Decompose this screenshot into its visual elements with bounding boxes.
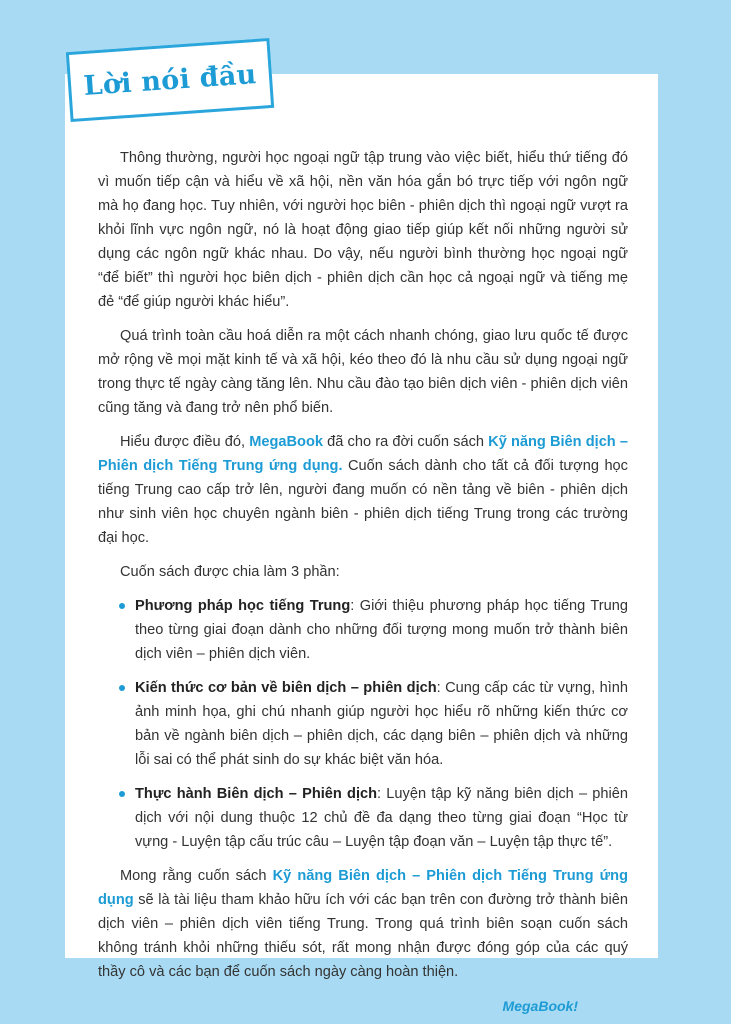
list-item [98, 782, 628, 854]
part-description: : Cung cấp các từ vựng, hình ảnh minh họa, ghi chú nhanh giúp người học hiểu rõ những kiến thức cơ bản về ngành biên dịch – phiên dịch, các dạng biên – phiên dịch và những lỗi sai có thể phát sinh do sự khác biệt văn hóa. [135, 680, 628, 768]
book-title: Kỹ năng Biên dịch – Phiên dịch Tiếng Trung ứng dụng. [98, 434, 628, 474]
paragraph-1: Thông thường, người học ngoại ngữ tập trung vào việc biết, hiểu thứ tiếng đó vì muốn tiếp cận và hiểu về xã hội, nền văn hóa gắn bó trực tiếp với ngôn ngữ mà họ đang học. Tuy nhiên, với người học biên - phiên dịch thì ngoại ngữ vượt ra khỏi lĩnh vực ngôn ngữ, nó là hoạt động giao tiếp giúp kết nối những người sử dụng các ngôn ngữ khác nhau. Do vậy, nếu người bình thường học ngoại ngữ “để biết” thì người học biên dịch - phiên dịch cần học cả ngoại ngữ và tiếng mẹ đẻ “để giúp người khác hiểu”. [98, 150, 628, 310]
page-title: Lời nói đầu [82, 58, 258, 102]
part-name: Kiến thức cơ bản về biên dịch – phiên dịch [135, 680, 437, 696]
parts-intro: Cuốn sách được chia làm 3 phần: [120, 564, 340, 580]
part-name: Thực hành Biên dịch – Phiên dịch [135, 786, 378, 802]
closing-after: sẽ là tài liệu tham khảo hữu ích với các bạn trên con đường trở thành biên dịch viên – phiên dịch viên tiếng Trung. Trong quá trình biên soạn cuốn sách không tránh khỏi những thiếu sót, rất mong nhận được đóng góp của các quý thầy cô và các bạn để cuốn sách ngày càng hoàn thiện. [98, 892, 628, 980]
paragraph-3 [98, 430, 628, 550]
part-description: : Giới thiệu phương pháp học tiếng Trung theo từng giai đoạn dành cho những đối tượng mong muốn trở thành biên dịch viên – phiên dịch viên. [135, 598, 628, 662]
brand-name: MegaBook [249, 434, 324, 450]
list-item [98, 676, 628, 772]
book-title: Kỹ năng Biên dịch – Phiên dịch Tiếng Trung ứng dụng [98, 868, 629, 908]
part-name: Phương pháp học tiếng Trung [135, 598, 351, 614]
closing-before: Mong rằng cuốn sách [120, 868, 273, 884]
paragraph-3-before: Hiểu được điều đó, [120, 434, 250, 450]
preface-content [98, 146, 628, 1018]
parts-list [98, 594, 628, 854]
closing-paragraph [98, 864, 628, 984]
title-label-box [66, 38, 274, 122]
paragraph-3-after: Cuốn sách dành cho tất cả đối tượng học tiếng Trung cao cấp trở lên, người đang muốn có nền tảng về biên - phiên dịch như sinh viên học chuyên ngành biên - phiên dịch tiếng Trung trong các trường đại học. [98, 458, 628, 546]
signature: MegaBook! [502, 998, 578, 1014]
list-item [98, 594, 628, 666]
paragraph-2: Quá trình toàn cầu hoá diễn ra một cách nhanh chóng, giao lưu quốc tế được mở rộng về mọi mặt kinh tế và xã hội, kéo theo đó là nhu cầu sử dụng ngoại ngữ trong thực tế ngày càng tăng lên. Nhu cầu đào tạo biên dịch viên - phiên dịch viên cũng tăng và đang trở nên phổ biến. [98, 328, 628, 416]
part-description: : Luyện tập kỹ năng biên dịch – phiên dịch với nội dung thuộc 12 chủ đề đa dạng theo từng giai đoạn “Học từ vựng - Luyện tập cấu trúc câu – Luyện tập đoạn văn – Luyện tập thực tế”. [135, 786, 628, 850]
paragraph-3-middle: đã cho ra đời cuốn sách [323, 434, 489, 450]
